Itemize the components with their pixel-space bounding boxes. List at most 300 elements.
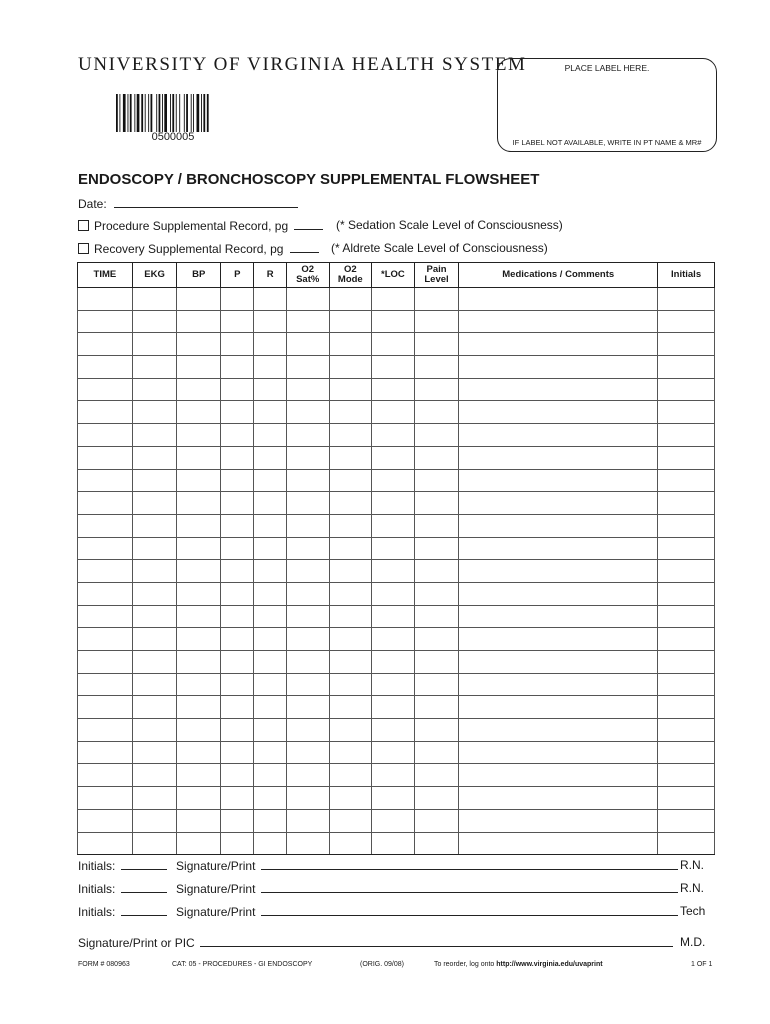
table-cell[interactable] xyxy=(254,560,286,583)
table-cell[interactable] xyxy=(132,288,177,311)
table-cell[interactable] xyxy=(286,809,329,832)
barcode-bar xyxy=(159,94,161,132)
table-cell[interactable] xyxy=(132,832,177,855)
table-cell[interactable] xyxy=(658,832,715,855)
table-cell[interactable] xyxy=(459,673,658,696)
table-cell[interactable] xyxy=(221,696,254,719)
table-cell[interactable] xyxy=(221,537,254,560)
table-cell[interactable] xyxy=(372,288,415,311)
table-cell[interactable] xyxy=(132,446,177,469)
table-cell[interactable] xyxy=(286,356,329,379)
table-cell[interactable] xyxy=(658,560,715,583)
table-cell[interactable] xyxy=(221,492,254,515)
table-cell[interactable] xyxy=(658,492,715,515)
table-cell[interactable] xyxy=(78,832,133,855)
table-cell[interactable] xyxy=(459,582,658,605)
table-cell[interactable] xyxy=(78,492,133,515)
table-cell[interactable] xyxy=(372,401,415,424)
table-cell[interactable] xyxy=(221,673,254,696)
table-cell[interactable] xyxy=(329,469,372,492)
table-cell[interactable] xyxy=(329,424,372,447)
table-cell[interactable] xyxy=(658,469,715,492)
table-cell[interactable] xyxy=(177,537,221,560)
table-cell[interactable] xyxy=(132,356,177,379)
table-cell[interactable] xyxy=(254,764,286,787)
table-cell[interactable] xyxy=(221,514,254,537)
table-cell[interactable] xyxy=(221,401,254,424)
table-cell[interactable] xyxy=(221,560,254,583)
table-cell[interactable] xyxy=(658,651,715,674)
reorder-link[interactable]: http://www.virginia.edu/uvaprint xyxy=(496,961,603,968)
table-cell[interactable] xyxy=(329,582,372,605)
table-cell[interactable] xyxy=(221,764,254,787)
table-cell[interactable] xyxy=(459,424,658,447)
table-cell[interactable] xyxy=(78,651,133,674)
table-cell[interactable] xyxy=(78,469,133,492)
table-cell[interactable] xyxy=(221,651,254,674)
table-cell[interactable] xyxy=(132,809,177,832)
table-cell[interactable] xyxy=(459,446,658,469)
table-cell[interactable] xyxy=(459,560,658,583)
table-cell[interactable] xyxy=(177,832,221,855)
table-cell[interactable] xyxy=(372,469,415,492)
table-cell[interactable] xyxy=(286,651,329,674)
table-cell[interactable] xyxy=(286,741,329,764)
table-cell[interactable] xyxy=(177,424,221,447)
table-cell[interactable] xyxy=(177,764,221,787)
table-cell[interactable] xyxy=(286,673,329,696)
table-cell[interactable] xyxy=(414,469,459,492)
date-field[interactable] xyxy=(114,196,298,208)
date-label: Date: xyxy=(78,197,107,211)
table-row xyxy=(78,560,715,583)
table-cell[interactable] xyxy=(372,719,415,742)
table-cell[interactable] xyxy=(221,809,254,832)
table-cell[interactable] xyxy=(221,582,254,605)
table-cell[interactable] xyxy=(372,628,415,651)
table-cell[interactable] xyxy=(329,605,372,628)
table-cell[interactable] xyxy=(286,514,329,537)
table-cell[interactable] xyxy=(78,764,133,787)
table-cell[interactable] xyxy=(658,424,715,447)
table-cell[interactable] xyxy=(286,424,329,447)
table-cell[interactable] xyxy=(254,651,286,674)
table-cell[interactable] xyxy=(372,424,415,447)
table-cell[interactable] xyxy=(78,514,133,537)
table-row xyxy=(78,469,715,492)
table-cell[interactable] xyxy=(459,401,658,424)
table-cell[interactable] xyxy=(254,832,286,855)
table-cell[interactable] xyxy=(78,673,133,696)
table-cell[interactable] xyxy=(132,514,177,537)
table-cell[interactable] xyxy=(372,333,415,356)
table-cell[interactable] xyxy=(78,310,133,333)
table-cell[interactable] xyxy=(78,787,133,810)
table-cell[interactable] xyxy=(372,537,415,560)
table-cell[interactable] xyxy=(221,310,254,333)
table-cell[interactable] xyxy=(177,356,221,379)
table-cell[interactable] xyxy=(132,492,177,515)
table-cell[interactable] xyxy=(221,832,254,855)
table-cell[interactable] xyxy=(658,764,715,787)
table-cell[interactable] xyxy=(221,356,254,379)
table-row xyxy=(78,764,715,787)
table-cell[interactable] xyxy=(286,378,329,401)
table-cell[interactable] xyxy=(177,401,221,424)
table-cell[interactable] xyxy=(132,764,177,787)
table-cell[interactable] xyxy=(329,696,372,719)
table-cell[interactable] xyxy=(221,628,254,651)
table-cell[interactable] xyxy=(286,310,329,333)
table-cell[interactable] xyxy=(221,378,254,401)
table-cell[interactable] xyxy=(459,356,658,379)
table-cell[interactable] xyxy=(372,310,415,333)
initials-field[interactable] xyxy=(121,904,167,916)
table-cell[interactable] xyxy=(459,719,658,742)
table-cell[interactable] xyxy=(329,560,372,583)
table-cell[interactable] xyxy=(286,401,329,424)
table-cell[interactable] xyxy=(459,628,658,651)
initials-field[interactable] xyxy=(121,858,167,870)
table-cell[interactable] xyxy=(177,719,221,742)
table-cell[interactable] xyxy=(286,492,329,515)
table-cell[interactable] xyxy=(286,288,329,311)
procedure-record-checkbox[interactable] xyxy=(78,220,89,231)
table-cell[interactable] xyxy=(132,424,177,447)
table-cell[interactable] xyxy=(254,605,286,628)
table-cell[interactable] xyxy=(658,628,715,651)
table-cell[interactable] xyxy=(78,378,133,401)
table-cell[interactable] xyxy=(132,696,177,719)
table-cell[interactable] xyxy=(254,356,286,379)
table-cell[interactable] xyxy=(372,787,415,810)
table-cell[interactable] xyxy=(177,628,221,651)
table-cell[interactable] xyxy=(414,356,459,379)
table-cell[interactable] xyxy=(132,582,177,605)
table-cell[interactable] xyxy=(221,605,254,628)
table-cell[interactable] xyxy=(329,832,372,855)
table-cell[interactable] xyxy=(221,469,254,492)
signature-field[interactable] xyxy=(261,881,678,893)
table-cell[interactable] xyxy=(286,719,329,742)
table-cell[interactable] xyxy=(254,537,286,560)
table-cell[interactable] xyxy=(414,378,459,401)
table-cell[interactable] xyxy=(372,356,415,379)
table-cell[interactable] xyxy=(658,696,715,719)
table-cell[interactable] xyxy=(177,741,221,764)
table-cell[interactable] xyxy=(658,809,715,832)
table-cell[interactable] xyxy=(177,469,221,492)
table-cell[interactable] xyxy=(414,492,459,515)
table-cell[interactable] xyxy=(286,537,329,560)
table-cell[interactable] xyxy=(658,378,715,401)
table-cell[interactable] xyxy=(372,764,415,787)
table-cell[interactable] xyxy=(329,356,372,379)
table-cell[interactable] xyxy=(254,741,286,764)
table-cell[interactable] xyxy=(329,719,372,742)
table-cell[interactable] xyxy=(286,333,329,356)
table-cell[interactable] xyxy=(414,446,459,469)
table-cell[interactable] xyxy=(286,605,329,628)
table-cell[interactable] xyxy=(254,424,286,447)
table-cell[interactable] xyxy=(414,741,459,764)
table-cell[interactable] xyxy=(254,469,286,492)
table-cell[interactable] xyxy=(658,741,715,764)
table-cell[interactable] xyxy=(414,673,459,696)
table-cell[interactable] xyxy=(254,514,286,537)
signature-row-rn-2 xyxy=(78,881,678,896)
table-cell[interactable] xyxy=(414,288,459,311)
table-cell[interactable] xyxy=(78,288,133,311)
table-cell[interactable] xyxy=(658,446,715,469)
table-cell[interactable] xyxy=(329,288,372,311)
table-cell[interactable] xyxy=(372,673,415,696)
table-cell[interactable] xyxy=(286,787,329,810)
table-cell[interactable] xyxy=(221,446,254,469)
table-cell[interactable] xyxy=(254,582,286,605)
table-cell[interactable] xyxy=(372,446,415,469)
table-cell[interactable] xyxy=(372,492,415,515)
table-cell[interactable] xyxy=(329,514,372,537)
table-cell[interactable] xyxy=(372,809,415,832)
table-cell[interactable] xyxy=(329,741,372,764)
table-cell[interactable] xyxy=(459,514,658,537)
table-cell[interactable] xyxy=(78,401,133,424)
table-cell[interactable] xyxy=(177,651,221,674)
table-cell[interactable] xyxy=(658,288,715,311)
table-cell[interactable] xyxy=(132,378,177,401)
table-cell[interactable] xyxy=(78,605,133,628)
table-cell[interactable] xyxy=(177,787,221,810)
table-cell[interactable] xyxy=(414,696,459,719)
table-cell[interactable] xyxy=(459,378,658,401)
table-cell[interactable] xyxy=(459,469,658,492)
table-cell[interactable] xyxy=(414,787,459,810)
table-cell[interactable] xyxy=(177,446,221,469)
table-cell[interactable] xyxy=(78,696,133,719)
table-cell[interactable] xyxy=(658,310,715,333)
table-cell[interactable] xyxy=(78,537,133,560)
table-cell[interactable] xyxy=(78,628,133,651)
table-cell[interactable] xyxy=(459,537,658,560)
table-cell[interactable] xyxy=(414,537,459,560)
table-cell[interactable] xyxy=(177,514,221,537)
table-cell[interactable] xyxy=(414,333,459,356)
table-cell[interactable] xyxy=(658,605,715,628)
table-cell[interactable] xyxy=(658,356,715,379)
column-header: P xyxy=(221,263,254,288)
table-cell[interactable] xyxy=(286,832,329,855)
table-cell[interactable] xyxy=(372,696,415,719)
md-signature-field[interactable] xyxy=(200,935,673,947)
table-cell[interactable] xyxy=(221,288,254,311)
table-cell[interactable] xyxy=(286,469,329,492)
table-cell[interactable] xyxy=(414,605,459,628)
table-cell[interactable] xyxy=(329,651,372,674)
table-cell[interactable] xyxy=(132,651,177,674)
table-cell[interactable] xyxy=(78,741,133,764)
table-row xyxy=(78,333,715,356)
table-cell[interactable] xyxy=(658,582,715,605)
table-cell[interactable] xyxy=(414,832,459,855)
table-cell[interactable] xyxy=(459,333,658,356)
table-cell[interactable] xyxy=(177,333,221,356)
table-cell[interactable] xyxy=(78,424,133,447)
table-cell[interactable] xyxy=(254,378,286,401)
table-cell[interactable] xyxy=(177,673,221,696)
table-cell[interactable] xyxy=(221,424,254,447)
column-header: O2 Mode xyxy=(329,263,372,288)
barcode-bar xyxy=(130,94,132,132)
recovery-record-checkbox[interactable] xyxy=(78,243,89,254)
table-cell[interactable] xyxy=(254,288,286,311)
table-cell[interactable] xyxy=(658,787,715,810)
table-cell[interactable] xyxy=(254,446,286,469)
table-cell[interactable] xyxy=(254,492,286,515)
signature-field[interactable] xyxy=(261,858,678,870)
column-header: O2 Sat% xyxy=(286,263,329,288)
table-cell[interactable] xyxy=(329,809,372,832)
table-cell[interactable] xyxy=(254,628,286,651)
table-cell[interactable] xyxy=(372,651,415,674)
table-cell[interactable] xyxy=(132,628,177,651)
table-cell[interactable] xyxy=(78,446,133,469)
table-cell[interactable] xyxy=(329,673,372,696)
table-cell[interactable] xyxy=(658,673,715,696)
table-cell[interactable] xyxy=(459,741,658,764)
table-cell[interactable] xyxy=(329,492,372,515)
table-cell[interactable] xyxy=(329,787,372,810)
table-cell[interactable] xyxy=(132,401,177,424)
table-cell[interactable] xyxy=(372,514,415,537)
table-cell[interactable] xyxy=(414,424,459,447)
table-cell[interactable] xyxy=(254,696,286,719)
table-cell[interactable] xyxy=(329,764,372,787)
table-cell[interactable] xyxy=(459,809,658,832)
table-cell[interactable] xyxy=(329,446,372,469)
table-cell[interactable] xyxy=(459,696,658,719)
table-cell[interactable] xyxy=(414,514,459,537)
table-cell[interactable] xyxy=(177,605,221,628)
table-cell[interactable] xyxy=(329,378,372,401)
table-cell[interactable] xyxy=(459,492,658,515)
table-cell[interactable] xyxy=(459,832,658,855)
table-cell[interactable] xyxy=(78,333,133,356)
procedure-page-field[interactable] xyxy=(294,218,323,230)
table-cell[interactable] xyxy=(372,582,415,605)
table-cell[interactable] xyxy=(329,333,372,356)
table-cell[interactable] xyxy=(132,741,177,764)
table-cell[interactable] xyxy=(78,809,133,832)
table-cell[interactable] xyxy=(329,628,372,651)
table-cell[interactable] xyxy=(132,310,177,333)
table-cell[interactable] xyxy=(372,832,415,855)
table-cell[interactable] xyxy=(78,719,133,742)
table-cell[interactable] xyxy=(286,446,329,469)
column-header: Pain Level xyxy=(414,263,459,288)
table-cell[interactable] xyxy=(132,333,177,356)
table-cell[interactable] xyxy=(132,605,177,628)
table-cell[interactable] xyxy=(658,719,715,742)
table-cell[interactable] xyxy=(78,356,133,379)
table-cell[interactable] xyxy=(254,719,286,742)
table-cell[interactable] xyxy=(372,378,415,401)
table-cell[interactable] xyxy=(177,582,221,605)
table-cell[interactable] xyxy=(459,651,658,674)
table-cell[interactable] xyxy=(329,310,372,333)
table-cell[interactable] xyxy=(372,560,415,583)
table-cell[interactable] xyxy=(372,605,415,628)
table-cell[interactable] xyxy=(286,628,329,651)
table-cell[interactable] xyxy=(414,651,459,674)
table-cell[interactable] xyxy=(78,582,133,605)
table-cell[interactable] xyxy=(286,764,329,787)
table-cell[interactable] xyxy=(329,401,372,424)
table-cell[interactable] xyxy=(658,537,715,560)
table-cell[interactable] xyxy=(221,333,254,356)
table-cell[interactable] xyxy=(177,288,221,311)
table-cell[interactable] xyxy=(254,310,286,333)
table-cell[interactable] xyxy=(177,492,221,515)
table-cell[interactable] xyxy=(221,741,254,764)
table-cell[interactable] xyxy=(221,719,254,742)
table-cell[interactable] xyxy=(286,696,329,719)
table-cell[interactable] xyxy=(132,560,177,583)
table-cell[interactable] xyxy=(132,469,177,492)
table-cell[interactable] xyxy=(459,310,658,333)
table-cell[interactable] xyxy=(254,673,286,696)
table-cell[interactable] xyxy=(78,560,133,583)
initials-field[interactable] xyxy=(121,881,167,893)
table-cell[interactable] xyxy=(459,288,658,311)
table-cell[interactable] xyxy=(177,696,221,719)
table-cell[interactable] xyxy=(459,764,658,787)
table-cell[interactable] xyxy=(414,401,459,424)
table-cell[interactable] xyxy=(459,787,658,810)
table-cell[interactable] xyxy=(372,741,415,764)
table-cell[interactable] xyxy=(414,560,459,583)
table-cell[interactable] xyxy=(286,582,329,605)
table-cell[interactable] xyxy=(658,401,715,424)
table-cell[interactable] xyxy=(254,401,286,424)
table-cell[interactable] xyxy=(414,582,459,605)
table-cell[interactable] xyxy=(414,719,459,742)
table-cell[interactable] xyxy=(658,514,715,537)
table-cell[interactable] xyxy=(177,378,221,401)
table-cell[interactable] xyxy=(329,537,372,560)
table-cell[interactable] xyxy=(658,333,715,356)
table-cell[interactable] xyxy=(177,310,221,333)
table-cell[interactable] xyxy=(286,560,329,583)
table-cell[interactable] xyxy=(221,787,254,810)
table-cell[interactable] xyxy=(177,809,221,832)
table-cell[interactable] xyxy=(132,673,177,696)
table-cell[interactable] xyxy=(132,719,177,742)
table-cell[interactable] xyxy=(132,537,177,560)
table-cell[interactable] xyxy=(177,560,221,583)
table-cell[interactable] xyxy=(132,787,177,810)
table-cell[interactable] xyxy=(254,333,286,356)
table-cell[interactable] xyxy=(414,764,459,787)
signature-field[interactable] xyxy=(261,904,678,916)
table-cell[interactable] xyxy=(254,809,286,832)
table-cell[interactable] xyxy=(459,605,658,628)
table-cell[interactable] xyxy=(414,628,459,651)
table-cell[interactable] xyxy=(414,809,459,832)
table-cell[interactable] xyxy=(414,310,459,333)
recovery-page-field[interactable] xyxy=(290,241,319,253)
table-cell[interactable] xyxy=(254,787,286,810)
